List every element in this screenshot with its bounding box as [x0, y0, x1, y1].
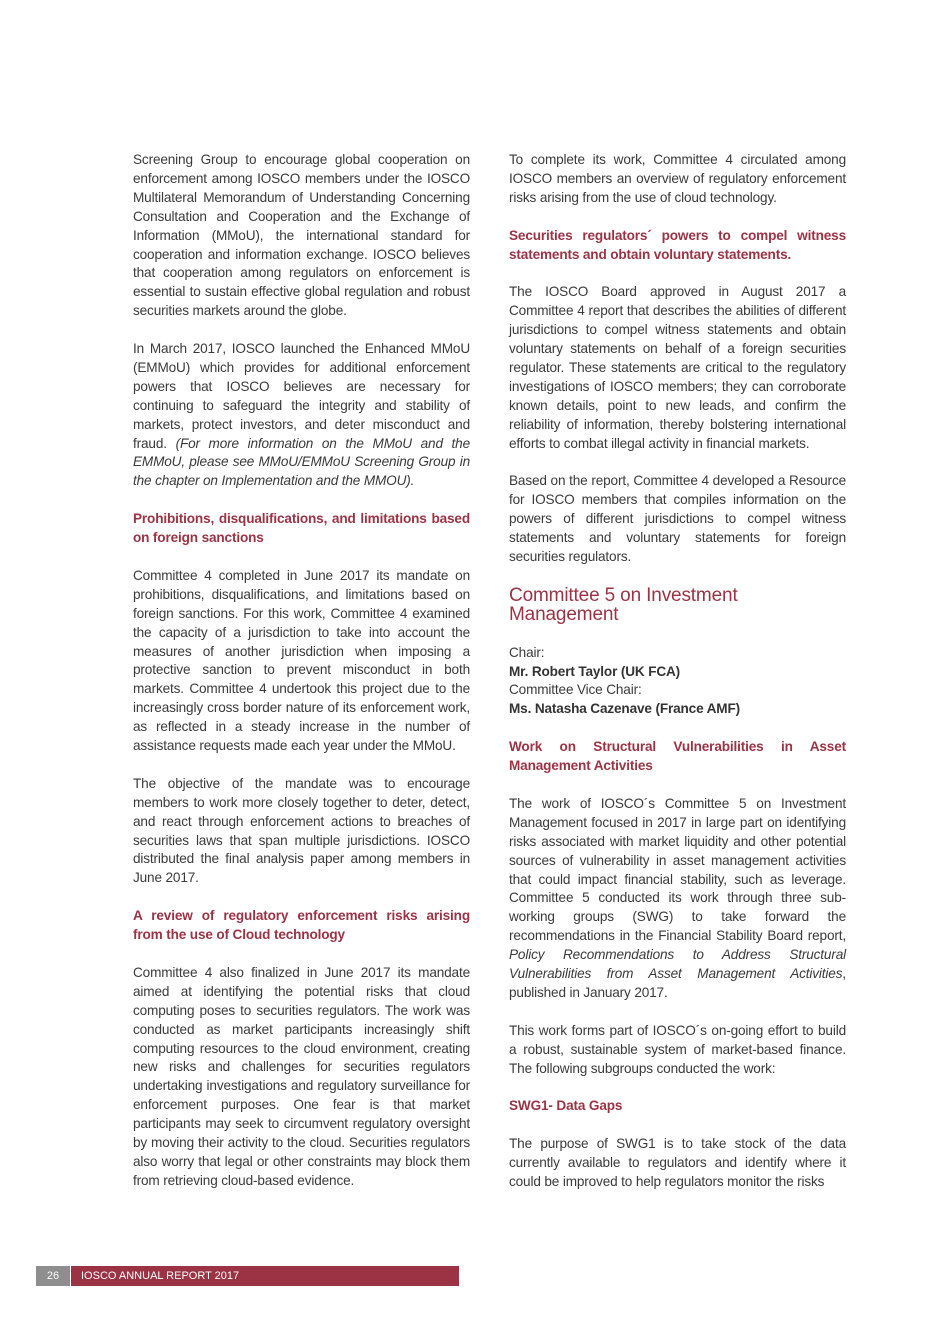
heading-committee-5: Committee 5 on Investment Management [509, 584, 738, 626]
paragraph-resource: Based on the report, Committee 4 developed a Resource for IOSCO members that compiles information on the powers of different jurisdictions to compel witness statements and voluntary statements for foreign securities regulators. [509, 473, 846, 564]
paragraph-cloud: Committee 4 also finalized in June 2017 its mandate aimed at identifying the potential risks that cloud computing poses to securities regulators. The work was conducted as market participants increasingly shift computing resources to the cloud environment, creating new risks and challenges for securities regulators undertaking investigations and regulatory surveillance for enforcement purposes. One fear is that market participants may seek to circumvent regulatory oversight by moving their activity to the cloud. Securities regulators also worry that legal or other constraints may block them from retrieving cloud-based evidence. [133, 964, 470, 1188]
chair-name: Mr. Robert Taylor (UK FCA) [509, 663, 681, 679]
paragraph-swg1: The purpose of SWG1 is to take stock of the data currently available to regulators and identify where it could be improved to help regulators monitor the risks [509, 1136, 846, 1189]
heading-prohibitions: Prohibitions, disqualifications, and limitations based on foreign sanctions [133, 511, 470, 546]
paragraph-emmou-note: (For more information on the MMoU and the EMMoU, please see MMoU/EMMoU Screening Group in the chapter on Implementation and the MMOU). [133, 435, 470, 489]
paragraph-emmou-text: In March 2017, IOSCO launched the Enhanced MMoU (EMMoU) which provides for additional enforcement powers that IOSCO believes are necessary for continuing to safeguard the integrity and stability of markets, protect investors, and deter misconduct and fraud. [133, 341, 470, 451]
heading-cloud-risks: A review of regulatory enforcement risks arising from the use of Cloud technology [133, 908, 470, 943]
page-number: 26 [36, 1266, 70, 1286]
committee-chairs [509, 644, 846, 720]
fsb-report-title: Policy Recommendations to Address Structural Vulnerabilities from Asset Management Activities [509, 947, 846, 982]
paragraph-market-based-finance: This work forms part of IOSCO´s on-going effort to build a robust, sustainable system of market-based finance. The following subgroups conducted the work: [509, 1022, 846, 1076]
paragraph-emmou [133, 340, 470, 491]
paragraph-committee-5-tail: , published in January 2017. [509, 966, 846, 1000]
left-column [133, 151, 470, 1210]
footer-report-title: IOSCO ANNUAL REPORT 2017 [71, 1266, 459, 1286]
heading-swg1: SWG1- Data Gaps [509, 1098, 623, 1114]
paragraph-committee-5-work [509, 795, 846, 1003]
vice-chair-name: Ms. Natasha Cazenave (France AMF) [509, 701, 740, 717]
paragraph-objective: The objective of the mandate was to encourage members to work more closely together to deter, detect, and react through enforcement actions to breaches of securities laws that span multiple jurisdictions. IOSCO distributed the final analysis paper among members in June 2017. [133, 775, 470, 886]
heading-witness-statements: Securities regulators´ powers to compel witness statements and obtain voluntary statements. [509, 227, 846, 262]
paragraph-prohibitions: Committee 4 completed in June 2017 its mandate on prohibitions, disqualifications, and limitations based on foreign sanctions. For this work, Committee 4 examined the capacity of a jurisdiction to take into account the measures of another jurisdiction when imposing a protective sanction to prevent misconduct in both markets. Committee 4 undertook this project due to the increasingly cross border nature of its enforcement work, as reflected in a steady increase in the number of assistance requests made each year under the MMoU. [133, 567, 470, 754]
right-column [509, 151, 846, 1211]
paragraph-complete-work: To complete its work, Committee 4 circulated among IOSCO members an overview of regulatory enforcement risks arising from the use of cloud technology. [509, 152, 846, 205]
heading-structural-vulnerabilities: Work on Structural Vulnerabilities in Asset Management Activities [509, 739, 846, 774]
paragraph-board-approved: The IOSCO Board approved in August 2017 a Committee 4 report that describes the abilities of different jurisdictions to compel witness statements and obtain voluntary statements on behalf of a foreign securities regulator. These statements are critical to the regulatory investigations of IOSCO members; they can corroborate known details, point to new leads, and confirm the reliability of information, thereby bolstering international efforts to combat illegal activity in financial markets. [509, 284, 846, 451]
paragraph-screening-group: Screening Group to encourage global cooperation on enforcement among IOSCO members under the IOSCO Multilateral Memorandum of Understanding Concerning Consultation and Cooperation and the Exchange of Information (MMoU), the international standard for cooperation and information exchange. IOSCO believes that cooperation among regulators on enforcement is essential to sustain effective global regulation and robust securities markets around the globe. [133, 152, 470, 319]
vice-chair-label: Committee Vice Chair: [509, 682, 642, 698]
paragraph-committee-5-text: The work of IOSCO´s Committee 5 on Investment Management focused in 2017 in large part on identifying risks associated with market liquidity and other potential sources of vulnerability in asset management activities that could impact financial stability, such as leverage. Committee 5 conducted its work through three sub-working groups (SWG) to take forward the recommendations in the Financial Stability Board report, [509, 795, 846, 944]
chair-label: Chair: [509, 644, 545, 660]
